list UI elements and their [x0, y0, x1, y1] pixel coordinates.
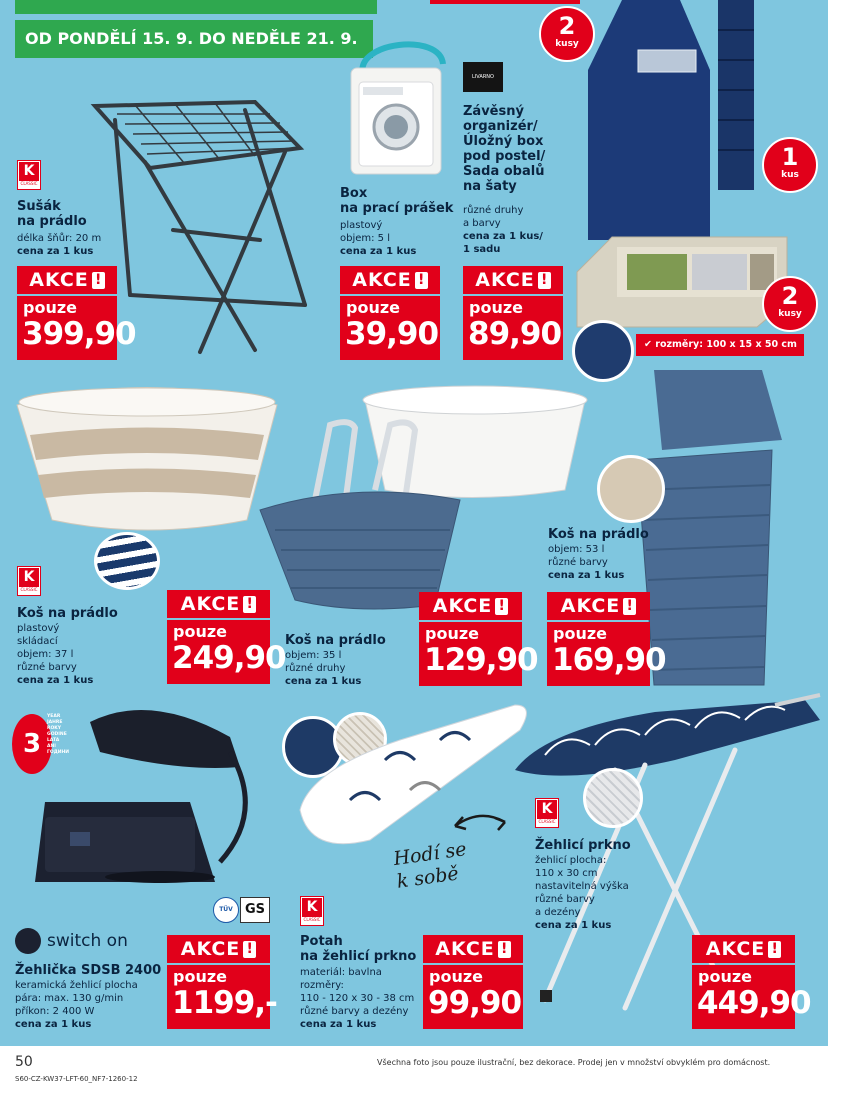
exclamation-icon: ! — [538, 272, 551, 289]
kclassic-logo: K CLASSIC — [17, 566, 41, 596]
product-description: plastový skládací objem: 37 l různé barvy cena za 1 kus — [17, 623, 94, 686]
collapsible-basket-image — [12, 380, 282, 535]
arrow-icon — [450, 808, 510, 834]
quantity-badge: 1 kus — [762, 137, 818, 193]
price-box: pouze 449,90 — [692, 965, 795, 1029]
tuv-logo: TÜV — [213, 897, 239, 923]
akce-label: AKCE ! — [692, 935, 795, 963]
product-description: různé druhy a barvy cena za 1 kus/ 1 sadu — [463, 205, 543, 255]
gs-logo: GS — [240, 897, 270, 923]
steam-iron-image — [30, 692, 250, 907]
akce-label: AKCE ! — [463, 266, 563, 294]
product-name: Sušák na prádlo — [17, 199, 87, 229]
color-swatch-beige — [597, 455, 665, 523]
product-name: Žehlicí prkno — [535, 838, 631, 853]
price-box: pouze 129,90 — [419, 622, 522, 686]
kclassic-logo: K CLASSIC — [17, 160, 41, 190]
product-description: plastový objem: 5 l cena za 1 kus — [340, 220, 417, 257]
product-description: keramická žehlicí plocha pára: max. 130 g/min příkon: 2 400 W cena za 1 kus — [15, 980, 138, 1030]
product-name: Koš na prádlo — [548, 527, 649, 542]
quantity-badge: 2 kusy — [762, 276, 818, 332]
akce-label: AKCE ! — [167, 935, 270, 963]
price-box: pouze 169,90 — [547, 622, 650, 686]
pattern-swatch-grey — [583, 768, 643, 828]
board-cover-image — [290, 700, 535, 860]
warranty-text: YEAR JAHRE ROKY GODINE LATA ANI ГОДИНИ — [47, 714, 69, 755]
exclamation-icon: ! — [415, 272, 428, 289]
product-description: žehlicí plocha: 110 x 30 cm nastavitelná výška různé barvy a dezény cena za 1 kus — [535, 855, 629, 931]
product-name: Box na prací prášek — [340, 186, 454, 216]
kclassic-logo: K CLASSIC — [300, 896, 324, 926]
akce-label: AKCE ! — [547, 592, 650, 620]
quantity-badge: 2 kusy — [539, 6, 595, 62]
price-box: pouze 39,90 — [340, 296, 440, 360]
exclamation-icon: ! — [495, 598, 508, 615]
exclamation-icon: ! — [768, 941, 781, 958]
akce-label: AKCE ! — [167, 590, 270, 618]
price-box: pouze 89,90 — [463, 296, 563, 360]
product-description: objem: 35 l různé druhy cena za 1 kus — [285, 650, 362, 687]
color-swatch-navy — [572, 320, 634, 382]
page-number: 50 — [15, 1054, 33, 1070]
kclassic-logo: K CLASSIC — [535, 798, 559, 828]
product-description: délka šňůr: 20 m cena za 1 kus — [17, 233, 102, 257]
detergent-box-image — [345, 32, 455, 182]
handwritten-note: Hodí se k sobě — [392, 838, 468, 893]
top-accent-bar — [430, 0, 580, 4]
dimensions-label: ✔ rozměry: 100 x 15 x 50 cm — [636, 334, 804, 356]
livarno-logo: LIVARNO — [463, 62, 503, 92]
price-box: pouze 399,90 — [17, 296, 117, 360]
rattan-baskets-image — [255, 380, 595, 615]
akce-label: AKCE ! — [17, 266, 117, 294]
price-box: pouze 99,90 — [423, 965, 523, 1029]
date-banner: OD PONDĚLÍ 15. 9. DO NEDĚLE 21. 9. — [15, 20, 373, 58]
exclamation-icon: ! — [243, 941, 256, 958]
pattern-swatch — [94, 532, 160, 590]
product-name: Potah na žehlicí prkno — [300, 934, 417, 964]
price-box: pouze 249,90 — [167, 620, 270, 684]
akce-label: AKCE ! — [340, 266, 440, 294]
product-description: materiál: bavlna rozměry: 110 - 120 x 30 - 38 cm různé barvy a dezény cena za 1 kus — [300, 967, 415, 1030]
exclamation-icon: ! — [498, 941, 511, 958]
switchon-logo-text: switch on — [47, 931, 128, 951]
check-icon: ✔ — [644, 339, 656, 350]
warranty-badge: 3 — [12, 714, 52, 774]
exclamation-icon: ! — [92, 272, 105, 289]
akce-label: AKCE ! — [419, 592, 522, 620]
exclamation-icon: ! — [623, 598, 636, 615]
disclaimer: Všechna foto jsou pouze ilustrační, bez dekorace. Prodej jen v množství obvyklém pro domácnost. — [377, 1058, 771, 1067]
product-description: objem: 53 l různé barvy cena za 1 kus — [548, 544, 625, 581]
price-box: pouze 1199,- — [167, 965, 270, 1029]
header-banner-top — [15, 0, 377, 14]
switchon-logo-icon — [15, 928, 41, 954]
product-name: Koš na prádlo — [17, 606, 118, 621]
akce-label: AKCE ! — [423, 935, 523, 963]
garment-bag-image — [580, 0, 800, 240]
product-name: Koš na prádlo — [285, 633, 386, 648]
product-name: Závěsný organizér/ Úložný box pod postel/ Sada obalů na šaty — [463, 104, 546, 194]
product-name: Žehlička SDSB 2400 — [15, 963, 162, 978]
exclamation-icon: ! — [243, 596, 256, 613]
print-code: S60-CZ-KW37-LFT-60_NF7-1260-12 — [15, 1075, 138, 1083]
